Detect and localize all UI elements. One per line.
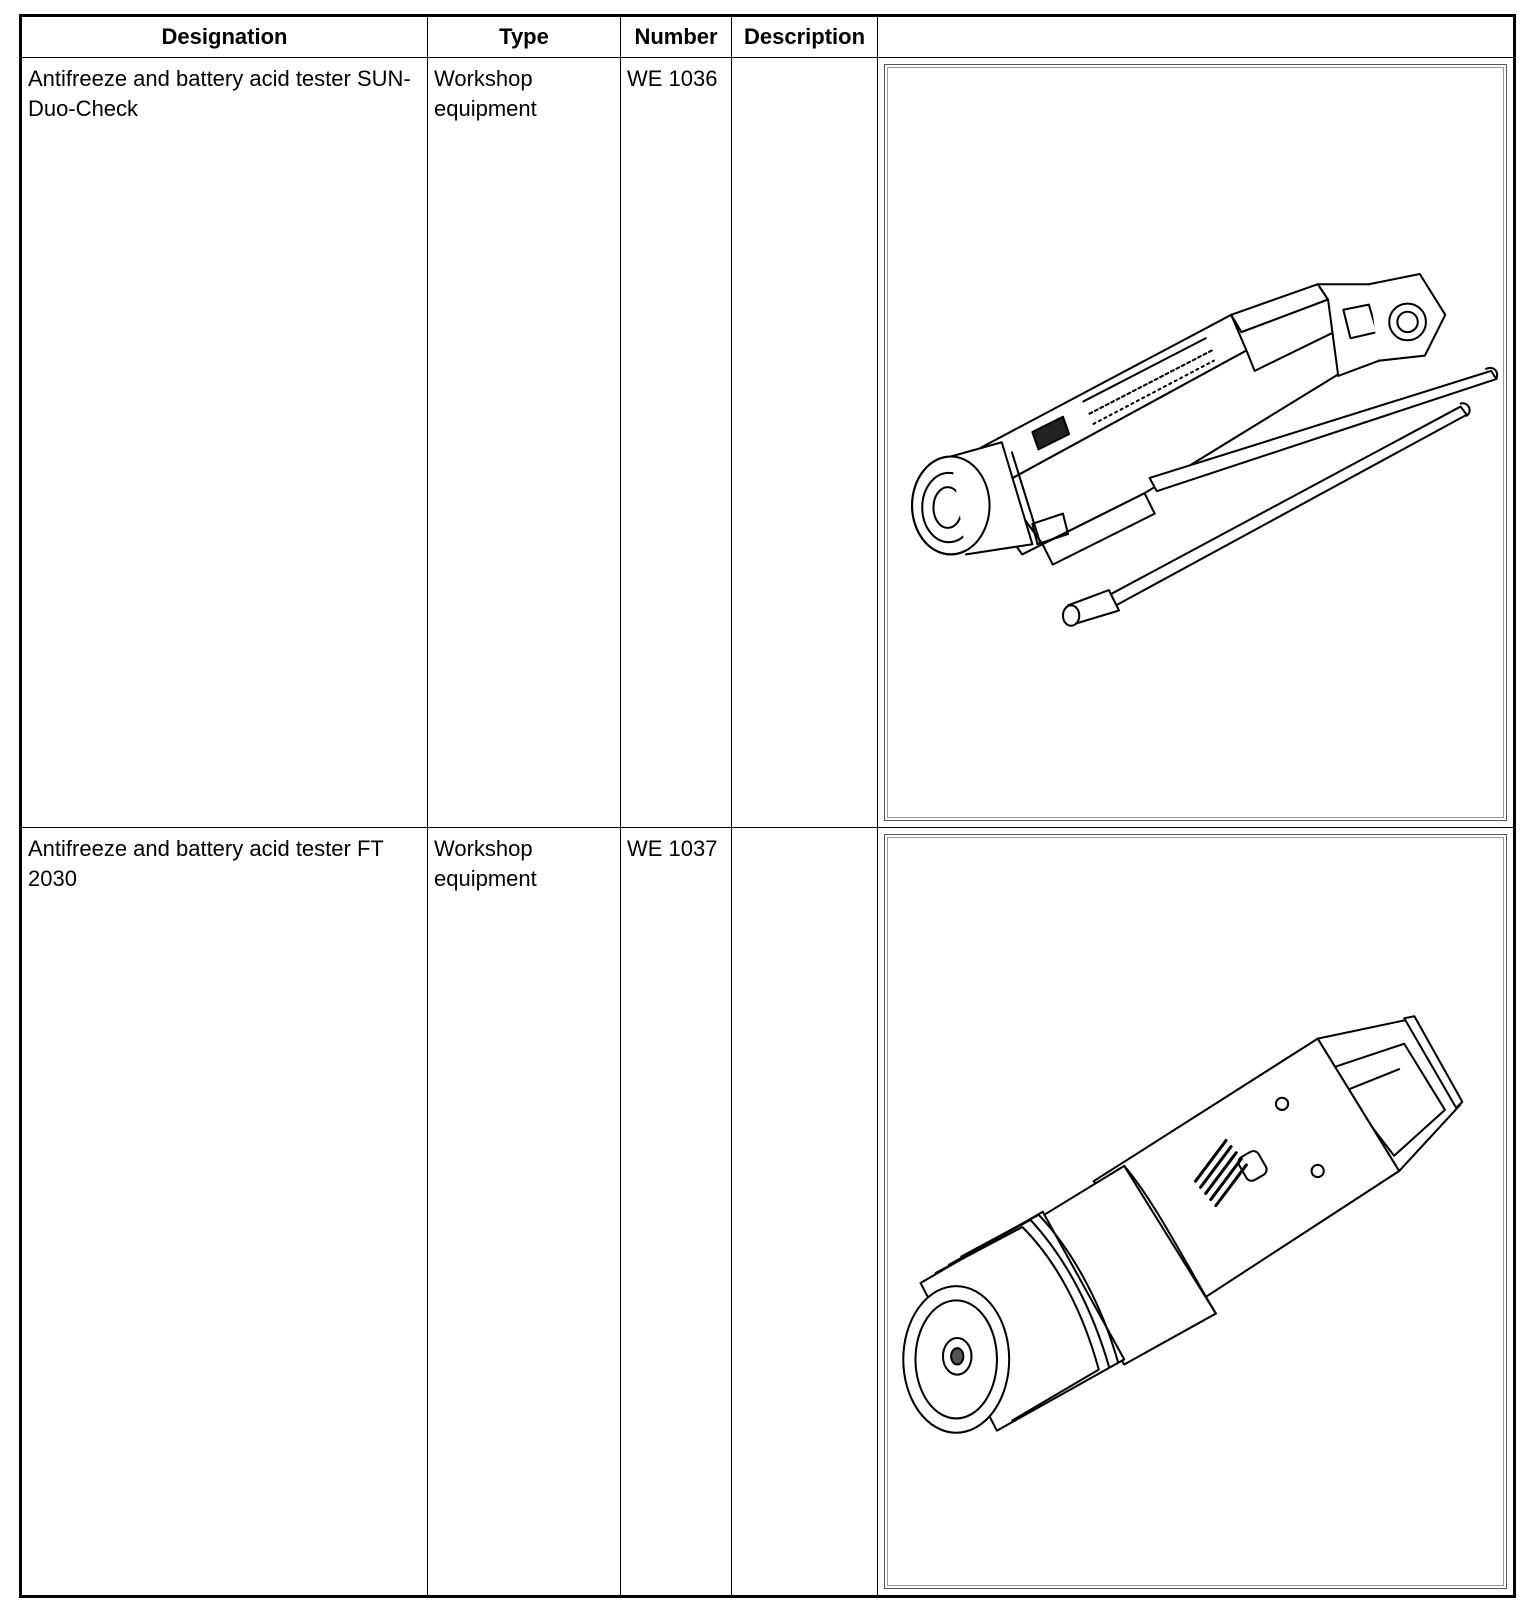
header-designation: Designation bbox=[21, 16, 428, 58]
cell-image bbox=[878, 58, 1515, 828]
table-row bbox=[21, 58, 1515, 828]
header-description: Description bbox=[732, 16, 878, 58]
cylindrical-refractometer-tester-icon bbox=[885, 835, 1506, 1589]
cell-designation: Antifreeze and battery acid tester SUN-Duo-Check bbox=[21, 58, 428, 828]
table-row bbox=[21, 827, 1515, 1597]
tools-table bbox=[19, 14, 1516, 1598]
header-number: Number bbox=[621, 16, 732, 58]
cell-number: WE 1037 bbox=[621, 827, 732, 1597]
header-row bbox=[21, 16, 1515, 58]
illustration-frame bbox=[884, 834, 1507, 1590]
cell-number: WE 1036 bbox=[621, 58, 732, 828]
header-image bbox=[878, 16, 1515, 58]
cell-designation: Antifreeze and battery acid tester FT 2030 bbox=[21, 827, 428, 1597]
illustration-frame bbox=[884, 64, 1507, 821]
cell-description bbox=[732, 827, 878, 1597]
cell-description bbox=[732, 58, 878, 828]
cell-type: Workshop equipment bbox=[428, 58, 621, 828]
cell-image bbox=[878, 827, 1515, 1597]
refractometer-tester-with-pipettes-icon bbox=[885, 65, 1506, 820]
cell-type: Workshop equipment bbox=[428, 827, 621, 1597]
header-type: Type bbox=[428, 16, 621, 58]
